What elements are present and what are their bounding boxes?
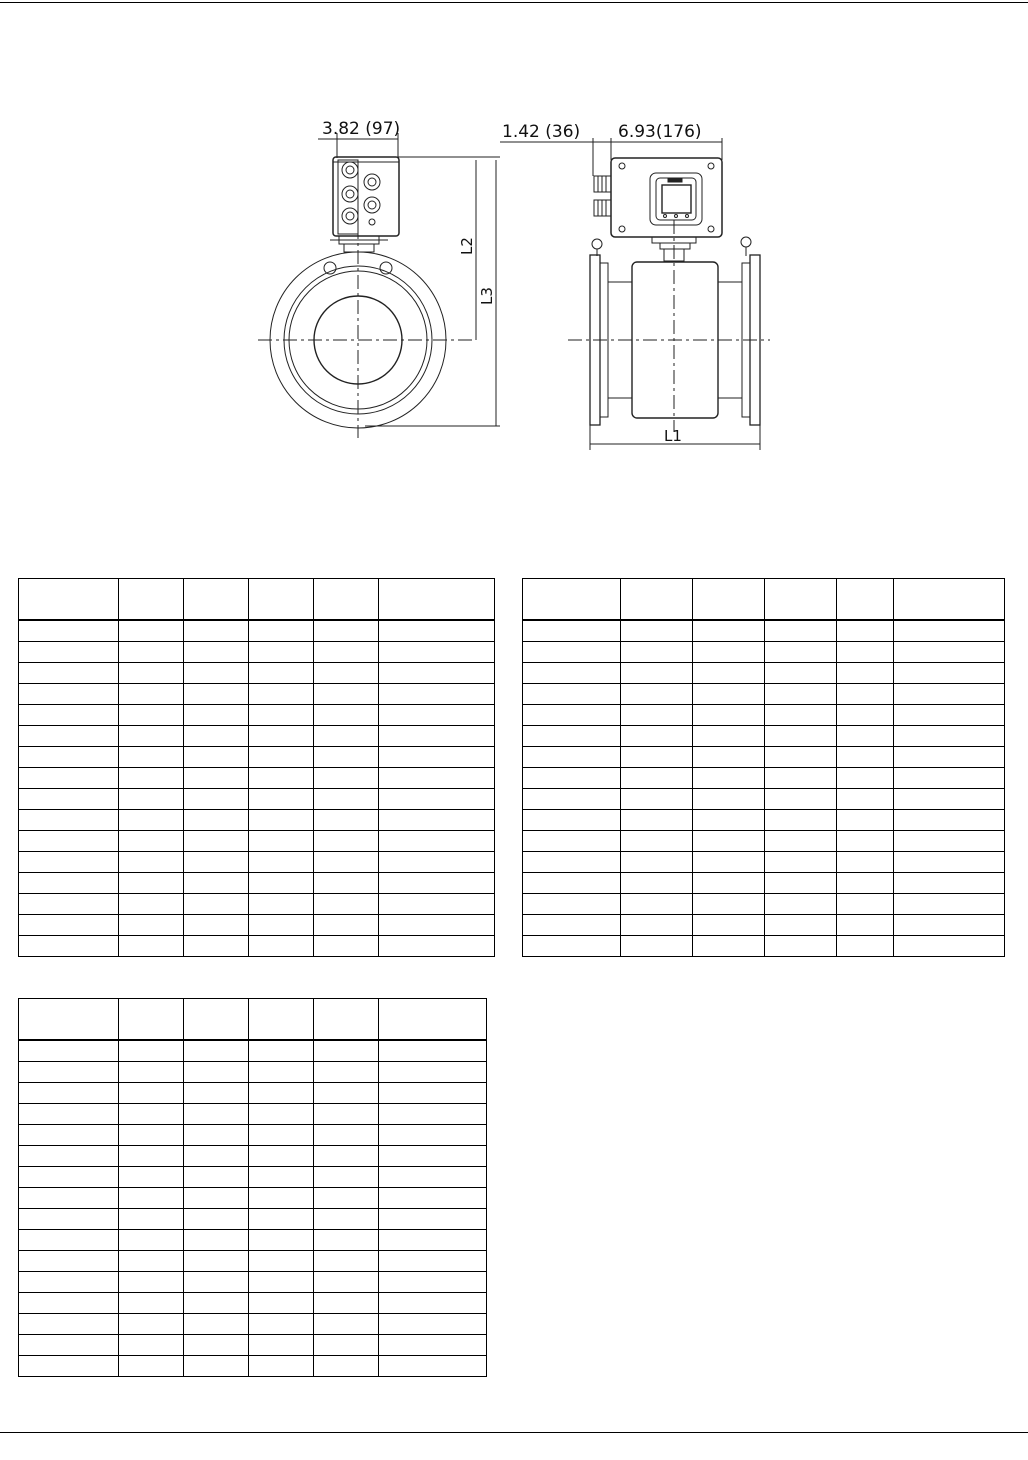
head-width-dimension-label: 6.93(176) <box>618 122 702 142</box>
table-row <box>523 705 1005 726</box>
table-row <box>523 726 1005 747</box>
table-row <box>523 852 1005 873</box>
table-row <box>19 789 495 810</box>
dimension-table-3 <box>18 998 487 1377</box>
table-row <box>523 873 1005 894</box>
width-dimension-label: 3.82 (97) <box>322 119 401 139</box>
table-row <box>523 684 1005 705</box>
table-row <box>19 663 495 684</box>
table-row <box>19 1146 487 1167</box>
table-row <box>19 1104 487 1125</box>
table-row <box>19 705 495 726</box>
table-row <box>19 768 495 789</box>
offset-dimension-label: 1.42 (36) <box>502 122 581 142</box>
table-row <box>523 663 1005 684</box>
table-header-row <box>19 999 487 1041</box>
table-row <box>523 642 1005 663</box>
table-row <box>523 620 1005 642</box>
table-header-row <box>19 579 495 621</box>
table-row <box>523 747 1005 768</box>
table-row <box>19 1167 487 1188</box>
table-row <box>19 894 495 915</box>
table-row <box>19 1335 487 1356</box>
table-row <box>19 1356 487 1377</box>
table-row <box>523 831 1005 852</box>
table-row <box>19 831 495 852</box>
table-row <box>19 873 495 894</box>
table-row <box>19 1314 487 1335</box>
table-row <box>523 894 1005 915</box>
table-row <box>19 915 495 936</box>
table-row <box>523 810 1005 831</box>
table-row <box>523 789 1005 810</box>
table-header-row <box>523 579 1005 621</box>
table-row <box>19 1293 487 1314</box>
table-row <box>19 684 495 705</box>
bottom-rule <box>0 1432 1028 1433</box>
flowmeter-dimension-drawing <box>0 0 1028 480</box>
table-row <box>19 747 495 768</box>
table-row <box>19 1209 487 1230</box>
table-row <box>19 1188 487 1209</box>
table-row <box>19 852 495 873</box>
table-row <box>19 1062 487 1083</box>
table-row <box>19 1040 487 1062</box>
table-row <box>19 936 495 957</box>
table-row <box>19 1125 487 1146</box>
l2-dimension-label: L2 <box>458 237 476 255</box>
left-view <box>258 133 500 438</box>
l3-dimension-label: L3 <box>478 287 496 305</box>
l1-dimension-label: L1 <box>664 427 682 445</box>
table-row <box>19 620 495 642</box>
table-row <box>523 768 1005 789</box>
table-row <box>19 1251 487 1272</box>
table-row <box>19 642 495 663</box>
table-row <box>523 915 1005 936</box>
table-row <box>19 1230 487 1251</box>
table-row <box>19 810 495 831</box>
right-view <box>500 138 770 450</box>
table-row <box>523 936 1005 957</box>
dimension-table-1 <box>18 578 495 957</box>
table-row <box>19 1083 487 1104</box>
dimension-table-2 <box>522 578 1005 957</box>
table-row <box>19 1272 487 1293</box>
table-row <box>19 726 495 747</box>
